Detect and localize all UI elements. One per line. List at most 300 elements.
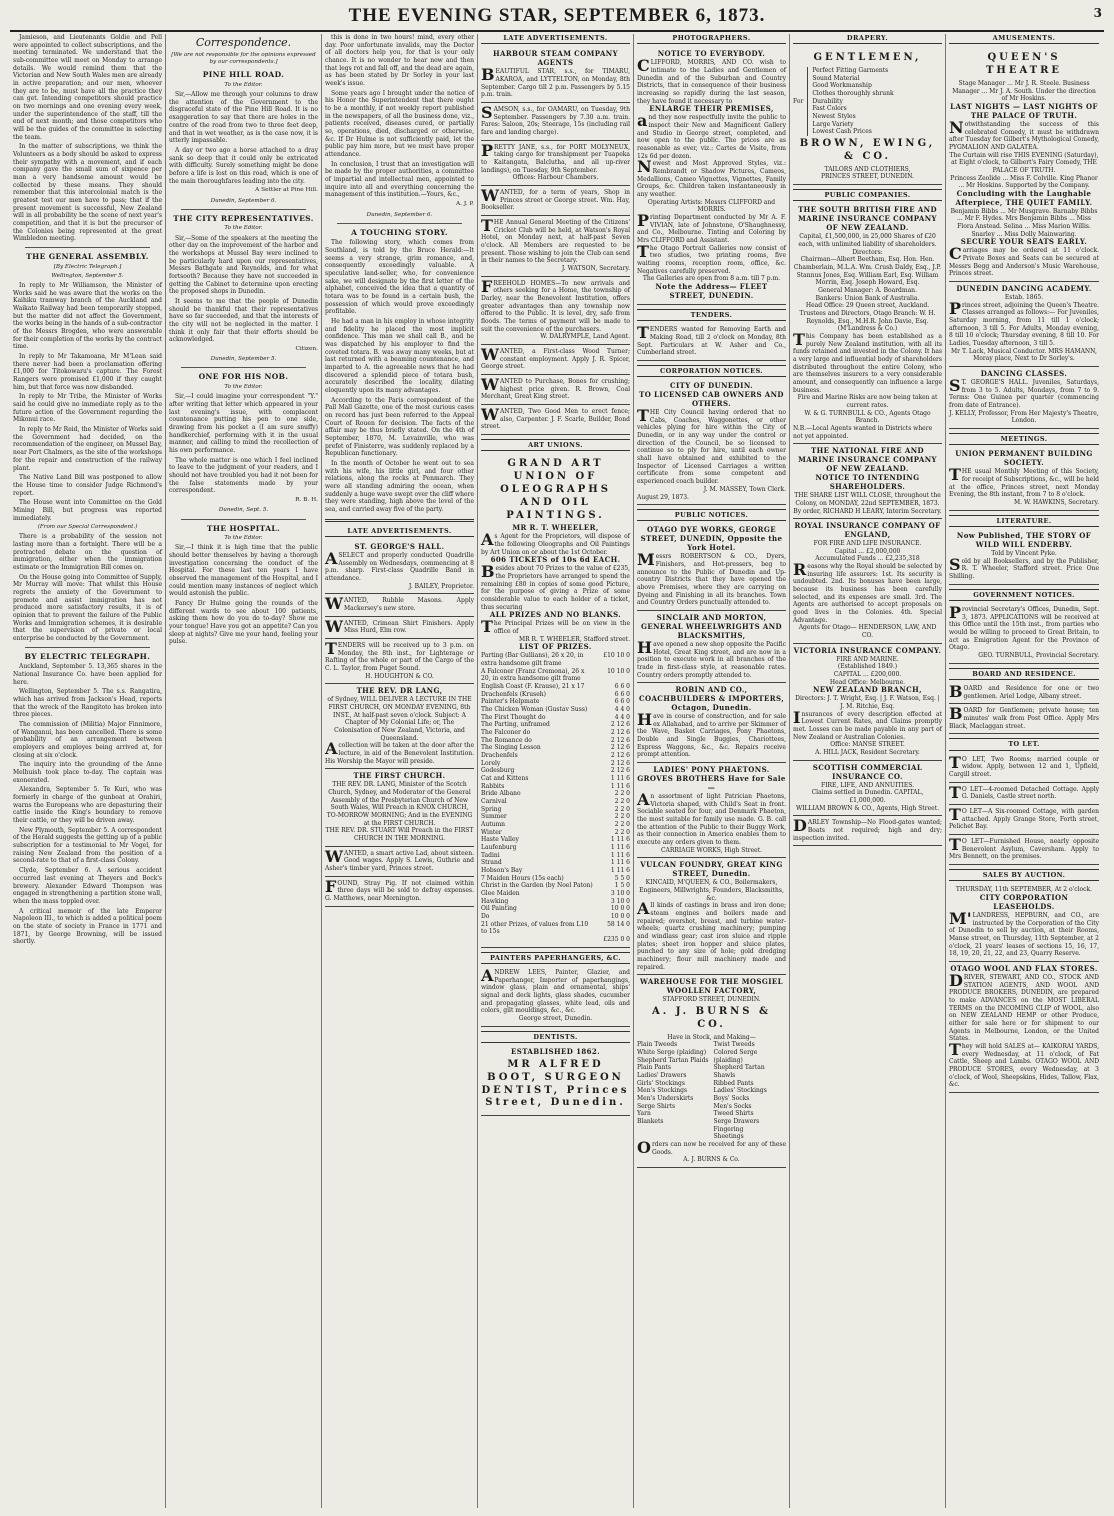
ad-text: FIRE, LIFE, AND ANNUITIES. xyxy=(820,781,915,789)
advertisement xyxy=(637,611,786,683)
ad-text: TENDERS will be received up to 3 p.m. on Monday, the 8th inst., for Lighterage or Rafting of the whole or part of the Cargo of the C. L. Taylor, from Puget Sound. xyxy=(325,639,474,673)
prize-row xyxy=(481,798,630,806)
divider xyxy=(181,209,306,210)
prize-row xyxy=(481,890,630,898)
article-title: THE GENERAL ASSEMBLY. xyxy=(26,252,149,262)
prize-row xyxy=(481,737,630,745)
ad-signature: CARRIAGE WORKS, High Street. xyxy=(660,846,763,854)
for-label: For xyxy=(793,97,804,105)
prize-row xyxy=(481,867,630,875)
ad-text: SAMSON, s.s., for OAMARU, on Tuesday, 9th September. Passengers by 7.30 a.m. train. Fares: Saloon, 20s; Steerage, 15s (including rail fare and landing charge). xyxy=(481,102,630,136)
quality-item: Perfect Fitting Garments xyxy=(812,67,889,75)
advertisement xyxy=(949,835,1099,865)
product-item: Plain Pants xyxy=(637,1064,671,1072)
prize-name: The Singing Lesson xyxy=(481,744,541,752)
ad-heading: THE REV. DR LANG, xyxy=(356,686,443,696)
advertisement xyxy=(325,847,474,877)
advertisement xyxy=(637,323,786,361)
ad-text: CAPITAL ... £200,000. xyxy=(833,671,902,679)
prize-name: Parting (Bar Gullians), 26 x 20, in extra handsome gilt frame xyxy=(481,652,584,667)
prize-row xyxy=(481,706,630,714)
ad-text: This Company has been established as a purely New Zealand institution, with all its funds retained and invested in the Colony. It has a very large and influential body of shareholders distributed throughout the entire Colony, who are themselves insurers to a very considerable amount, and consequently can influence a large business. xyxy=(793,330,942,394)
ad-text: Acollection will be taken at the door after the lecture, in aid of the Benevolent Institution. His Worship the Mayor will preside. xyxy=(325,739,474,765)
prize-row xyxy=(481,882,630,890)
article-text: A critical memoir of the late Emperor Napoleon III., to which is added a political poem on the state of society in France in 1771 and 1871, by George Browning, will be issued shortly. xyxy=(13,907,162,946)
section-heading: DRAPERY. xyxy=(793,34,942,44)
advertisement xyxy=(325,639,474,684)
ad-text: Insurances of every description effected at Lowest Current Rates, and Claims promptly met. Losses can be made payable in any part of New Zealand or Australian Colonies. xyxy=(793,707,942,741)
ad-heading: CITY CORPORATION LEASEHOLDS. xyxy=(979,892,1069,911)
advertisement xyxy=(325,877,474,907)
ad-text: ANDREW LEES, Painter, Glazier, and Paperhanger, Importer of paperhangings, window glass, plain and ornamental, ships' signal and deck lights, glass shades, cucumber and propagating glasses, white lead, oils and colors, gilt mouldings, &c., &c. xyxy=(481,966,630,1015)
prize-name: 21 other Prizes, of values from L10 to 15s xyxy=(481,920,589,936)
prize-value: 2 2 0 xyxy=(614,790,630,798)
article-text: In reply to Mr Williamson, the Minister of Works said he was aware that the works on the Kaihiku tramway branch of the Auckland and Waikato Railway had been temporarily stopped, but the matter did not affect the Government, the works being in the hands of a sub-contractor of the Messrs Brogden, who were answerable for their completion of the works by the contract time. xyxy=(13,282,162,351)
advertisement xyxy=(637,858,786,975)
ad-signature: GEO. TURNBULL, Provincial Secretary. xyxy=(978,651,1099,659)
advertisement xyxy=(949,447,1099,510)
advertisement xyxy=(637,975,786,1168)
prize-row xyxy=(481,844,630,852)
article-text: According to the Paris correspondent of the Pall Mall Gazette, one of the most curious cases on record has just been referred to the Appeal Court of Rouen for decision. The facts of the affair may be thus briefly stated. On the 4th of September, 1870, M. Levainville, who was prefet of Finisterre, was suddenly replaced by a Republican functionary. xyxy=(325,396,474,458)
prize-name: Hobson's Bay xyxy=(481,867,523,875)
ad-heading: DUNEDIN DANCING ACADEMY. xyxy=(956,284,1092,294)
ad-text: Office: MANSE STREET. xyxy=(830,741,905,749)
ad-text: The Principal Prizes will be on view in the office of xyxy=(481,617,630,637)
advertisement xyxy=(949,962,1099,1093)
advertisement xyxy=(949,603,1099,664)
product-item: Ladies' Stockings xyxy=(713,1087,767,1095)
prize-value: 2 12 6 xyxy=(610,752,630,759)
ad-text: Capital ... £2,000,000 xyxy=(834,547,901,555)
ad-heading: TO LICENSED CAB OWNERS AND OTHERS. xyxy=(639,390,784,409)
prize-row xyxy=(481,744,630,752)
product-item: White Serge (plaiding) xyxy=(637,1048,707,1056)
ad-text: Bankers: Union Bank of Australia. xyxy=(815,294,920,302)
prize-row xyxy=(481,821,630,829)
prize-value: 10 0 0 xyxy=(610,913,630,921)
ad-text: Princes street, adjoining the Queen's Theatre. Classes arranged as follows:— For Juveniles, Saturday morning, from 11 till 1 o'clock; afternoon, 3 till 5. For Adults, Monday evening, 8 till 10 o'clock; Thursday evening, 8 till 10. For Ladies, Tuesday afternoon, 3 till 5. xyxy=(949,298,1099,348)
ad-text: Fire and Marine Risks are now being taken at current rates. xyxy=(797,394,938,410)
ad-heading: Concluding with the Laughable Afterpiece, THE QUIET FAMILY. xyxy=(955,188,1093,207)
ad-text: As Agent for the Proprietors, will dispose of the following Oleographs and Oil Paintings by Art Union on or about the 1st October. xyxy=(481,530,630,556)
ad-text: TO LET—A Six-roomed Cottage, with garden attached. Apply Grange Store, Forth street, Pelichet Bay. xyxy=(949,804,1099,831)
qualities-list xyxy=(807,67,893,136)
advertisement xyxy=(481,966,630,1027)
ad-text: KINCAID, M'QUEEN, & CO., Boilermakers, Engineers, Millwrights, Founders, Blacksmiths, &c. xyxy=(639,879,784,902)
ad-text: STAFFORD STREET, DUNEDIN. xyxy=(662,996,761,1004)
prize-name: Rabbits xyxy=(481,782,505,790)
section-heading: LATE ADVERTISEMENTS. xyxy=(325,527,474,537)
for-list-block xyxy=(793,67,942,136)
ad-text: Stage Manager ... Mr J. R. Steele. Business Manager ... Mr J. A. South. Under the direction of Mr Hoskins. xyxy=(952,79,1096,103)
letter-text: Sir,—Some of the speakers at the meeting the other day on the improvement of the harbor and the workshops at Mussel Bay were inclined to be particularly hard upon our representatives, Messrs Bathgate and Reynolds, and for what fortsooth? Because they have not succeeded in getting the Cabinet to determine upon erecting the proposed shops in Dunedin. xyxy=(169,234,318,296)
ad-text: Messrs ROBERTSON & CO., Dyers, Finishers, and Hot-pressers, beg to announce to the Public of Dunedin and Up-country Districts that they have opened the above Premises, where they are carrying on Dyeing and Finishing in all its branches. Town and Country Orders punctually attended to. xyxy=(637,550,786,607)
article-text: In the matter of subscriptions, we think the Volunteers as a body should be asked to express their sympathy with a movement, and if each company gave the small sum of sixpence per man a very handsome amount would be collected by these means. They should remember that this intercolonial match is the greatest test our men have to pass; that if the present movement is successful, New Zealand will in all probability be the scene of next year's competition, and that it is but the precursor of the Colonies being represented at the great Wimbledon meeting. xyxy=(13,143,162,243)
advertisement xyxy=(637,763,786,858)
salutation: To the Editor. xyxy=(224,535,263,542)
masthead xyxy=(10,4,1104,32)
ad-heading: VICTORIA INSURANCE COMPANY. xyxy=(793,645,942,655)
ad-heading: CITY OF DUNEDIN. xyxy=(669,381,754,391)
letter-text: Sir,—I think it is high time that the public should better themselves by having a thorough investigation concerning the conduct of the Hospital. For these last ten years I have observed the management of the Hospital, and I could mention many instances of neglect which would astonish the public. xyxy=(169,544,318,598)
prize-row xyxy=(481,775,630,783)
prize-row xyxy=(481,921,630,936)
ad-signature: Offices: Harbour Chambers. xyxy=(512,174,599,182)
prize-row xyxy=(481,714,630,722)
ad-heading: OTAGO DYE WORKS, GEORGE STREET, DUNEDIN, Opposite the York Hotel. xyxy=(640,525,783,553)
letter-text: this is done in two hours! mind, every other day. Poor unfortunate invalids, may the Doctor of all doctors help you, for that is your only chance. It is no wonder to hear now and then that legs rot and fall off, and the dead are again, as has been stated by Dr Sorley in your last week's issue. xyxy=(325,34,474,88)
advertisement xyxy=(481,345,630,375)
article-text: Alexandra, September 5. Te Kuri, who was formerly in charge of the gunboat at Orahiri, warns the Europeans who are depasturing their cattle inside the King's boundary to remove their cattle, or they will be driven away. xyxy=(13,786,162,825)
ad-heading: MR R. T. WHEELER, xyxy=(512,523,599,533)
ad-text: TENDERS wanted for Removing Earth and Making Road, till 2 o'clock on Monday, 8th Sept. Particulars at W. Asher and Co., Cumberland street. xyxy=(637,323,786,357)
prize-value: 1 11 6 xyxy=(610,867,630,875)
divider xyxy=(337,223,462,224)
ad-signature: M. W. HAWKINS, Secretary. xyxy=(1014,499,1099,506)
article-text: In the month of October he went out to sea with his wife, his little girl, and four other relations, along the rocks at Penmarch. They were all standing admiring the ocean, when suddenly a huge wave swept over the cliff where they were standing, high above the level of the sea, and carried away five of the party. xyxy=(325,460,474,514)
product-item: Girls' Stockings xyxy=(637,1079,685,1087)
prize-row xyxy=(481,859,630,867)
prize-name: Summer xyxy=(481,813,507,821)
product-item: Serge Shirts xyxy=(637,1102,676,1110)
section-heading: TO LET. xyxy=(949,738,1099,750)
product-item: Men's Underskirts xyxy=(637,1094,694,1102)
product-item: Blankets xyxy=(637,1117,664,1125)
ad-heading: SINCLAIR AND MORTON, GENERAL WHEELWRIGHTS AND BLACKSMITHS, xyxy=(641,613,782,640)
advertisement xyxy=(637,683,786,763)
ad-heading: 606 TICKETS of 10s 6d EACH. xyxy=(490,555,621,565)
letter-date: Dunedin, September 5. xyxy=(210,356,277,363)
prize-value: 5 5 0 xyxy=(614,874,630,882)
article-text: Auckland, September 5. 13,365 shares in the National Insurance Co. have been applied for here. xyxy=(13,663,162,686)
advertisement xyxy=(481,405,630,435)
article-text: In reply to Mr Takamoana, Mr M'Lean said there never had been a proclamation offering £1,000 for Titokowaru's capture. The Forest Rangers were promised £1,000 if they caught him, but that force was now disbanded. xyxy=(13,353,162,391)
prize-value: 3 10 0 xyxy=(610,897,630,905)
prize-value: 2 12 6 xyxy=(610,736,630,744)
ad-text: FOR FIRE AND LIFE INSURANCE. xyxy=(813,540,922,548)
product-item: Sheetings xyxy=(713,1133,744,1141)
ad-text: BOARD for Gentlemen; private house; ten minutes' walk from Post Office. Apply Mrs Black, Maclaggan street. xyxy=(949,704,1099,730)
prize-name: The First Thought do xyxy=(481,713,546,721)
column-7 xyxy=(946,34,1102,1508)
quality-item: Sound Material xyxy=(812,74,860,82)
ad-signature: J. BAILEY, Proprietor. xyxy=(408,582,474,590)
prize-name: Cat and Kittens xyxy=(481,775,529,783)
prize-value: 2 12 6 xyxy=(610,767,630,775)
section-heading: LITERATURE. xyxy=(949,515,1099,527)
section-heading: AMUSEMENTS. xyxy=(949,34,1099,44)
ad-text: Chairman—Albert Beetham, Esq. Hon. Hen. Chamberlain, M.L.A. Wm. Crush Daldy, Esq., J.P. Stannus Jones, Esq. William Earl, Esq. William Morrin, Esq. Joseph Howard, Esq. xyxy=(793,256,942,287)
ad-signature: By order, RICHARD H LEARY, Interim Secretary. xyxy=(793,507,942,515)
ad-signature: MR R. T. WHEELER, Stafford street. xyxy=(518,635,630,643)
ad-text: ASELECT and properly conducted Quadrille Assembly on Wednesdays, commencing at 8 p.m. sharp. First-class Quadrille Band in attendance. xyxy=(325,549,474,583)
prize-row xyxy=(481,790,630,798)
salutation: To the Editor. xyxy=(224,225,263,232)
ad-text: THE REV. DR. STUART Will Preach in the FIRST CHURCH IN THE MORNING. xyxy=(325,827,474,843)
prize-row xyxy=(481,905,630,913)
ad-text: N.B.—Local Agents wanted in Districts where not yet appointed. xyxy=(793,425,933,440)
advertisement xyxy=(637,47,786,305)
prize-value: 2 2 0 xyxy=(614,813,630,821)
advertisement xyxy=(637,523,786,611)
quality-item: Large Variety xyxy=(812,120,854,128)
ad-heading: THE SOUTH BRITISH FIRE AND MARINE INSURANCE COMPANY OF NEW ZEALAND. xyxy=(798,205,937,233)
ad-text: Directors: J. T. Wright, Esq. | J. F. Watson, Esq. | J. M. Ritchie, Esq. xyxy=(795,695,940,711)
prize-name: Glee Maiden xyxy=(481,890,520,898)
ad-text: Head Office: 29 Queen street, Auckland. xyxy=(805,302,930,310)
ad-text: Claims settled in Dunedin. CAPITAL, £1,000,000. xyxy=(811,789,924,805)
ad-heading: MR ALFRED BOOT, SURGEON DENTIST, Princes Street, Dunedin. xyxy=(481,1059,630,1109)
prize-row xyxy=(481,806,630,814)
prize-row xyxy=(481,783,630,791)
product-item: Colored Serge (plaiding) xyxy=(713,1048,758,1064)
byline: (From our Special Correspondent.) xyxy=(37,524,138,531)
letter-text: A day or two ago a horse attached to a dray sank so deep that it could only be extricated with difficulty. Surely something might be done before a life is lost on this road, which is one of the main thoroughfares leading into the city. xyxy=(169,146,318,185)
advertisement xyxy=(481,1045,630,1116)
prize-name: The Chicken Woman (Gustav Suss) xyxy=(481,705,588,713)
ad-heading: Now Published, THE STORY OF WILD WILL ENDERBY. xyxy=(956,530,1092,549)
ad-signature: A. HILL JACK, Resident Secretary. xyxy=(815,749,920,757)
ad-text: THE SHARE LIST WILL CLOSE, throughout the Colony, on MONDAY, 22nd SEPTEMBER, 1873. xyxy=(794,492,941,507)
section-heading: LATE ADVERTISEMENTS. xyxy=(481,34,630,44)
prize-value: 4 4 0 xyxy=(614,713,630,721)
ad-date: August 29, 1873. xyxy=(637,493,689,501)
ad-text: FOUND, Stray Pig. If not claimed within three days will be sold to defray expenses. G. Matthews, near Mornington. xyxy=(325,876,474,903)
ad-text: Printing Department conducted by Mr A. F. VIVIAN, late of Johnstone, O'Shaughnessy, and Co., Melbourne. Tinting and Coloring by Mrs CLIFFORD and Assistant. xyxy=(637,210,786,244)
ad-signature: Mr T. Lack, Musical Conductor. MRS HAMANN, Moray place, Next to Dr Sorley's. xyxy=(951,347,1097,363)
prize-value: 2 2 0 xyxy=(614,821,630,829)
ad-heading: LIST OF PRIZES. xyxy=(519,642,592,652)
prize-name: Winter xyxy=(481,828,502,836)
ad-heading: NEW ZEALAND BRANCH, xyxy=(813,685,922,695)
ad-text: FIRE AND MARINE. xyxy=(836,655,899,663)
prize-name: The Parting, unframed xyxy=(481,721,550,729)
advertisement xyxy=(481,47,630,103)
prize-value: 3 10 0 xyxy=(610,890,630,898)
prize-name: Do xyxy=(481,913,490,921)
ad-heading: Note the Address— FLEET STREET, DUNEDIN. xyxy=(655,282,768,300)
salutation: To the Editor. xyxy=(224,384,263,391)
product-item: Men's Stockings xyxy=(637,1087,688,1095)
section-heading: CORPORATION NOTICES. xyxy=(637,365,786,377)
prize-total-row xyxy=(481,936,630,944)
advertisement xyxy=(949,704,1099,734)
prize-row xyxy=(481,836,630,844)
prize-list xyxy=(481,652,630,936)
advertisement xyxy=(481,141,630,186)
prize-name: Christ in the Garden (by Noel Paton) xyxy=(481,882,593,890)
ad-text: THE REV. DR. LANG, Minister of the Scotch Church, Sydney, and Moderator of the General Assembly of the Presbyterian Church of New South Wales, Will Preach in KNOX CHURCH, TO-MORROW MORNING; And in the EVENING at the FIRST CHURCH. xyxy=(326,781,473,827)
ad-text: TO LET, Two Rooms; married couple or widow. Apply, between 12 and 1, Upfield, Cargill street. xyxy=(949,752,1099,778)
ad-heading: HARBOUR STEAM COMPANY AGENTS xyxy=(493,49,618,68)
section-heading: MEETINGS. xyxy=(949,433,1099,445)
ad-heading: OTAGO WOOL AND FLAX STORES. xyxy=(950,963,1098,973)
product-item: Shepherd Tartan Shawls xyxy=(713,1064,765,1079)
product-lists xyxy=(637,1041,786,1141)
ad-text: THE usual Monthly Meeting of this Society, for receipt of Subscriptions, &c., will be held at the office, Princes street, next Monday Evening, the 8th instant, from 7 to 8 o'clock. xyxy=(949,465,1099,499)
article-text: The commission of (Militia) Major Finnimore, of Wanganui, has been cancelled. There is some probability of an arrangement between employers and employes being arrived at, for closing at six o'clock. xyxy=(13,721,162,759)
ad-text: BOARD and Residence for one or two gentlemen. Ariel Lodge, Albany street. xyxy=(949,681,1099,701)
advertisement xyxy=(793,761,942,817)
ad-signature: A. J. BURNS & Co. xyxy=(683,1156,740,1164)
ad-signature: J. M. MASSEY, Town Clerk. xyxy=(703,485,786,493)
prize-row xyxy=(481,852,630,860)
letter-signature: A. J. P. xyxy=(456,201,474,208)
article-text: On the House going into Committee of Supply, Mr Murray will move: That whilst this House regrets the anxiety of the Government to promote and assist immigration has not produced more satisfactory results, it is of opinion that to prevent the failure of the Public Works and Immigration schemes, it is desirable that the supervision of private or local enterprise be conducted by the Government. xyxy=(13,573,162,643)
advertisement xyxy=(481,216,630,277)
prize-value: 6 6 0 xyxy=(614,682,630,690)
ad-text: Orders can now be received for any of these Goods. xyxy=(637,1137,786,1157)
section-heading: PUBLIC COMPANIES. xyxy=(793,189,942,201)
ad-text: PRINCES STREET, DUNEDIN. xyxy=(821,173,914,181)
article-text: The following story, which comes from Southland, is told by the Bruce Herald:—It seems a very strange, grim romance, and, consequently exceedingly valuable. A speculative land-seller, who, for convenience sake, we will designate by the first letter of the alphabet, conceived the idea that a quantity of totara was to be found in a certain bush, the possession of which would prove exceedingly profitable. xyxy=(325,239,474,316)
ad-text: ST. GEORGE'S HALL. Juveniles, Saturdays, from 3 to 5. Adults, Mondays, from 7 to 9. Terms: One Guinea per quarter (commencing from date of Entrance). xyxy=(949,376,1099,410)
article-text: The Native Land Bill was postponed to allow the House time to consider Judge Richmond's report. xyxy=(13,474,162,497)
prize-name: 7 Maiden Hours (15s each) xyxy=(481,874,564,882)
ad-text: Benjamin Bibbs ... Mr Musgrave. Barnaby Bibbs ... Mr F. Hydes. Mrs Benjamin Bibbs ... Miss Flora Anstead. Selina ... Miss Marion Willis. Snarley ... Miss Dolly Mainwaring. xyxy=(950,207,1098,238)
letter-signature: R. B. H. xyxy=(295,496,318,503)
prize-name: Autumn xyxy=(481,821,506,829)
prize-value: 2 12 6 xyxy=(610,744,630,752)
article-text: New Plymouth, September 5. A correspondent of the Herald suggests the getting up of a public subscription for a testimonial to Mr Vogel, for raising New Zealand from the position of a second-rate to that of a first-class Colony. xyxy=(13,826,162,865)
ad-text: Capital, £1,500,000, in 25,000 Shares of £20 each, with unlimited liability of shareholders. xyxy=(798,233,937,248)
prize-value: 58 14 0 xyxy=(607,920,630,928)
prize-value: 1 11 6 xyxy=(610,859,630,867)
article-text: In reply to Mr Reid, the Minister of Works said the Government had decided, on the recommendation of the engineer, on Mussel Bay, near Port Chalmers, as the site of the workshops for the repair and construction of the railway plant. xyxy=(13,426,162,472)
prize-name: English Coast (F. Krause), 21 x 17 xyxy=(481,682,585,690)
quality-item: Fast Colors xyxy=(812,105,847,113)
prize-value: 1 11 6 xyxy=(610,836,630,844)
prize-row xyxy=(481,829,630,837)
ad-heading: GROVES BROTHERS Have for Sale— xyxy=(637,774,786,793)
ad-text: and they now respectfully invite the public to inspect their New and Magnificent Gallery and Studio in George street, completed, and now open to the public. The prices are as reasonable as ever, viz.: Cartes de Visite, from 12s 6d per dozen. xyxy=(637,111,786,160)
ad-signature: George street, Dunedin. xyxy=(518,1015,593,1023)
ad-text: Directors: xyxy=(852,248,883,256)
prize-row xyxy=(481,767,630,775)
ad-heading: ST. GEORGE'S HALL. xyxy=(354,542,445,552)
section-heading: ART UNIONS. xyxy=(481,439,630,451)
column-4 xyxy=(478,34,634,1508)
quality-item: Newest Styles xyxy=(812,113,856,121)
ad-heading: LADIES' PONY PHAETONS. xyxy=(653,765,770,775)
ad-heading: A. J. BURNS & CO. xyxy=(652,1005,771,1030)
ad-text: Told by Vincent Pyke. xyxy=(991,549,1057,557)
article-title: A TOUCHING STORY. xyxy=(351,227,448,237)
ad-heading: ALL PRIZES AND NO BLANKS. xyxy=(489,610,622,620)
ad-text: Carriages may be ordered at 11 o'clock. Private Boxes and Seats can be secured at Messrs Begg and Anderson's Music Warehouse, Princes street. xyxy=(949,244,1099,278)
ad-heading: ROBIN AND CO., COACHBUILDERS & IMPORTERS, Octagon, Dunedin. xyxy=(638,685,785,713)
advertisement xyxy=(325,769,474,846)
prize-row xyxy=(481,898,630,906)
letter-text: Fancy Dr Hulme going the rounds of the different wards to see about 100 patients, asking them how do you do to-day? Show me your tongue! Have you got an appetite? Can you sleep at nights? Give me your hand, feeling your pulse. xyxy=(169,599,318,646)
ad-text: FREEHOLD HOMES—To new arrivals and others seeking for a Home, the township of Darley, near the Benevolent Institution, offers greater advantages than any township now offered to the Public. It is level, dry, safe from floods. The terms of payment will be made to suit the convenience of the purchasers. xyxy=(481,276,630,333)
ad-text: (Established 1849.) xyxy=(837,663,898,671)
advertisement xyxy=(949,783,1099,805)
ad-text: THE Annual General Meeting of the Citizens' Cricket Club will be held, at Watson's Royal Hotel, on Monday next, at half-past Seven o'clock. All Members are requested to be present. Those wishing to join the Club can send in their names to the Secretary. xyxy=(481,215,630,265)
prize-value: £10 10 0 xyxy=(603,652,630,660)
divider xyxy=(25,647,150,648)
prize-name: Haste Valley xyxy=(481,836,519,844)
prize-name: Laufenburg xyxy=(481,844,517,852)
article-title: BY ELECTRIC TELEGRAPH. xyxy=(24,651,151,661)
letter-text: Some years ago I brought under the notice of his Honor the Superintendent that there ought to be a monthly, if not weekly report published in the newspapers, of all the business done, viz., patients received, diseases cured, or partially so, operations, died, discharged or otherwise, &c. If Dr Hulme is not sufficiently paid, let the public pay him more, but we must have proper attendance. xyxy=(325,89,474,159)
prize-row xyxy=(481,698,630,706)
product-item: Twist Tweeds xyxy=(713,1041,755,1049)
advertisement xyxy=(793,47,942,185)
advertisement xyxy=(793,519,942,644)
quality-item: Lowest Cash Prices xyxy=(812,128,872,136)
ad-heading: NOTICE TO EVERYBODY. xyxy=(657,49,766,59)
ad-heading: ESTABLISHED 1862. xyxy=(511,1047,600,1057)
byline: [By Electric Telegraph.] xyxy=(53,263,122,270)
letter-text: Sir,—Allow me through your columns to draw the attention of the Government to the disgraceful state of the Pine Hill Road. It is no exaggeration to say that there are holes in the centre of the road from two to three feet deep, and that in wet weather, as is the case now, it is utterly impassable. xyxy=(169,91,318,145)
column-6 xyxy=(790,34,946,1508)
ad-text: TO LET—Furnished House, nearly opposite Benevolent Asylum, Caversham. Apply to Mrs Bennett, on the premises. xyxy=(949,834,1099,861)
prize-name: Strand xyxy=(481,859,502,867)
ad-text: Estab. 1865. xyxy=(1004,294,1044,302)
ad-text: TAILORS AND CLOTHIERS, xyxy=(824,165,911,173)
quality-item: Clothes thoroughly shrunk xyxy=(812,90,894,98)
prize-value: 10 10 0 xyxy=(607,667,630,675)
product-list-left xyxy=(637,1041,710,1141)
prize-name: Oil Painting xyxy=(481,905,517,913)
ad-text: The Otago Portrait Galleries now consist of two studios, two printing rooms, five waiting rooms, reception room, office, &c. Negatives carefully preserved. xyxy=(637,241,786,275)
product-item: Ladies' Drawers xyxy=(637,1071,687,1079)
prize-value: 4 4 0 xyxy=(614,705,630,713)
prize-name: Godesburg xyxy=(481,767,515,775)
letter-title: PINE HILL ROAD. xyxy=(202,70,285,80)
prize-row xyxy=(481,760,630,768)
article-text: Jamieson, and Lieutenants Goldie and Pell were appointed to collect subscriptions, and the meeting terminated. We understand that the sub-committee will meet on Monday to arrange details. We would remind them that the Victorian and New South Wales men are already in active preparation; and our men, whoever they are to be, must have all the practice they can get. Intending competitors should practice on two mornings and one evening every week, under the superintendence of the staff, till the end of next month; and those competitors who will be the guides of the committee in selecting the team. xyxy=(13,34,162,141)
letter-title: THE CITY REPRESENTATIVES. xyxy=(173,213,314,223)
ad-text: All kinds of castings in brass and iron done; steam engines and boilers made and repaired; overshot, breast, and turbine water-wheels; quartz crushing machinery; pumping and windlass gear; cast iron sluice and ripple plates; sheet iron hopper and sluice plates, punched to any size of hole; gold dredging machinery; flour mill machinery made and repaired. xyxy=(637,899,786,971)
prize-value: 2 2 0 xyxy=(614,798,630,806)
advertisement xyxy=(949,282,1099,367)
product-item: Fingering xyxy=(713,1125,744,1133)
prize-value: 6 6 0 xyxy=(614,698,630,706)
ad-signature: J. WATSON, Secretary. xyxy=(561,265,630,272)
quality-item: Durability xyxy=(812,97,843,105)
page-number: 3 xyxy=(1093,6,1102,20)
advertisement xyxy=(481,186,630,216)
ad-heading: SCOTTISH COMMERCIAL INSURANCE CO. xyxy=(812,762,923,781)
prize-row xyxy=(481,913,630,921)
section-heading: GOVERNMENT NOTICES. xyxy=(949,589,1099,601)
ad-text: THURSDAY, 11th SEPTEMBER, At 2 o'clock. xyxy=(955,886,1093,894)
advertisement xyxy=(481,277,630,345)
divider xyxy=(25,247,150,248)
ad-signature: Agents for Otago— HENDERSON, LAW, AND CO. xyxy=(798,624,937,640)
section-heading: DENTISTS. xyxy=(481,1031,630,1043)
ad-text: Operating Artists: Messrs CLIFFORD and MORRIS. xyxy=(647,198,776,214)
prize-row xyxy=(481,691,630,699)
divider xyxy=(181,367,306,368)
ad-heading: QUEEN'S THEATRE xyxy=(985,52,1063,77)
prize-value: 2 12 6 xyxy=(610,728,630,736)
ad-text: of Sydney, WILL DELIVER A LECTURE IN THE FIRST CHURCH, ON MONDAY EVENING, 8th INST., At half-past seven o'clock. Subject: A Chapter of My Colonial Life; or, The Colonisation of New Zealand, Victoria, and Queensland. xyxy=(327,696,472,742)
prize-name: The Romance do xyxy=(481,736,532,744)
ad-signature: H. HOUGHTON & CO. xyxy=(365,672,434,680)
letter-text: In conclusion, I trust that an investigation will be made by the proper authorities, a committee of impartial and intellectual men, appointed to inquire into all and everything concerning the management of this institution.—Yours, &c., xyxy=(325,160,474,199)
ad-heading: GRAND ART UNION OF OLEOGRAPHS AND OIL PAINTINGS. xyxy=(500,458,611,521)
ad-heading: SECURE YOUR SEATS EARLY. xyxy=(960,237,1088,247)
ad-text: The Curtain will rise THIS EVENING (Saturday), at Eight o'clock, to Gilbert's Fairy Comedy, THE PALACE OF TRUTH. xyxy=(949,151,1099,174)
advertisement xyxy=(325,540,474,594)
ad-text: Trustees and Directors, Otago Branch: W. H. Reynolds, Esq., M.H.R. John Davie, Esq. (M'Landress & Co.) xyxy=(799,309,936,333)
ad-heading: LAST NIGHTS — LAST NIGHTS OF THE PALACE OF TRUTH. xyxy=(950,101,1098,120)
section-heading: BOARD AND RESIDENCE. xyxy=(949,668,1099,680)
